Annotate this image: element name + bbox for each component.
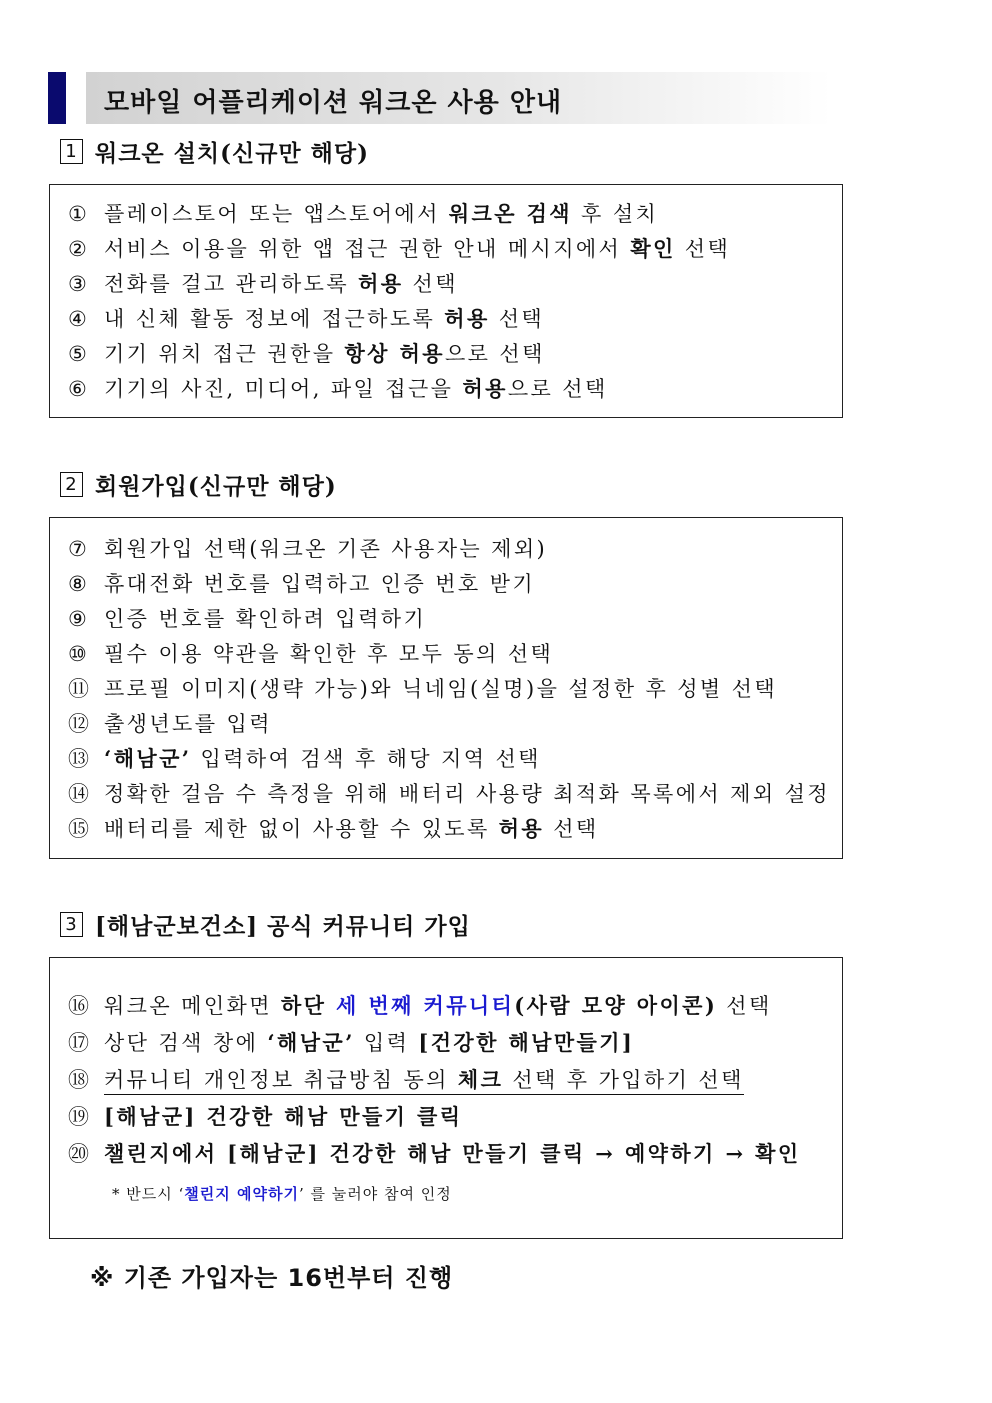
step-text-part: 휴대전화 번호를 입력하고 인증 번호 받기 [104, 572, 536, 596]
step-text-bold: 허용 [358, 271, 404, 296]
section-3-heading [60, 908, 471, 941]
step-text-part: 워크온 메인화면 [104, 994, 281, 1018]
step-number: ⑰ [68, 1031, 89, 1055]
step-9 [68, 603, 426, 633]
step-text-bold: 세 번째 커뮤니티 [336, 993, 515, 1018]
step-number: ③ [68, 272, 87, 296]
step-text [104, 307, 544, 331]
step-number: ⑮ [68, 817, 89, 841]
step-text-bold: ‘해남군’ [104, 746, 192, 771]
step-number: ⑳ [68, 1142, 89, 1166]
step-text-part: 으로 선택 [507, 377, 608, 401]
step-number: ⑨ [68, 607, 87, 631]
step-text-part: 후 설치 [571, 202, 659, 226]
step-number: ⑲ [68, 1105, 89, 1129]
step-text-bold: 허용 [462, 376, 508, 401]
challenge-note [112, 1183, 452, 1204]
section-1-heading [60, 135, 369, 168]
step-text-part: 커뮤니티 개인정보 취급방침 동의 [104, 1068, 458, 1092]
step-text [104, 377, 608, 401]
step-text [104, 712, 272, 736]
step-text-bold: [건강한 해남만들기] [418, 1030, 635, 1055]
step-text-bold: (사람 모양 아이콘) [514, 993, 718, 1018]
section-2-heading [60, 468, 337, 501]
step-2 [68, 233, 730, 263]
step-number: ⑦ [68, 537, 87, 561]
step-text-part: 입력하여 검색 후 해당 지역 선택 [191, 747, 541, 771]
step-1 [68, 198, 658, 228]
step-text [104, 1031, 634, 1055]
step-text-part: 선택 [489, 307, 545, 331]
step-text [104, 994, 772, 1018]
step-text-part: 내 신체 활동 정보에 접근하도록 [104, 307, 445, 331]
step-number: ④ [68, 307, 87, 331]
page-title: 모바일 어플리케이션 워크온 사용 안내 [104, 88, 563, 118]
step-text-bold: 허용 [444, 306, 490, 331]
section-3-number: 3 [60, 912, 83, 937]
step-text-part: 으로 선택 [444, 342, 545, 366]
step-text-bold: 체크 [457, 1067, 504, 1092]
step-text [104, 782, 830, 806]
step-number: ⑭ [68, 782, 89, 806]
step-4 [68, 303, 544, 333]
step-text [104, 342, 545, 366]
step-text-part: 기기 위치 접근 권한을 [104, 342, 345, 366]
step-17 [68, 1027, 634, 1057]
note-prefix: * 반드시 ‘ [112, 1185, 185, 1203]
step-text-bold: ‘해남군’ [267, 1030, 355, 1055]
step-text-part: 인증 번호를 확인하려 입력하기 [104, 607, 427, 631]
step-20 [68, 1138, 801, 1168]
step-text-part: 기기의 사진, 미디어, 파일 접근을 [104, 377, 463, 401]
step-18 [68, 1064, 744, 1094]
step-number: ① [68, 202, 87, 226]
step-text [104, 237, 730, 261]
step-text-part: 플레이스토어 또는 앱스토어에서 [104, 202, 449, 226]
step-3 [68, 268, 458, 298]
step-number: ⑩ [68, 642, 87, 666]
step-text-part: 선택 [403, 272, 458, 296]
step-number: ⑯ [68, 994, 89, 1018]
step-text-part: 서비스 이용을 위한 앱 접근 권한 안내 메시지에서 [104, 237, 631, 261]
step-number: ⑪ [68, 677, 89, 701]
title-accent-bar [48, 72, 66, 124]
step-text-part: 선택 [717, 994, 772, 1018]
step-text-bold: 하단 [280, 993, 337, 1018]
step-text-bold: 워크온 검색 [448, 201, 572, 226]
step-text-bold: 확인 [630, 236, 676, 261]
step-text [104, 572, 535, 596]
step-text [104, 817, 599, 841]
step-text [104, 1142, 801, 1166]
step-11 [68, 673, 777, 703]
step-text-part: 상단 검색 창에 [104, 1031, 268, 1055]
step-text-part: 프로필 이미지(생략 가능)와 닉네임(실명)을 설정한 후 성별 선택 [104, 677, 778, 701]
step-text-part: 선택 후 가입하기 선택 [503, 1068, 744, 1092]
step-text-part: 출생년도를 입력 [104, 712, 272, 736]
step-number: ⑤ [68, 342, 87, 366]
step-text [104, 537, 547, 561]
step-text [104, 272, 458, 296]
step-15 [68, 813, 599, 843]
section-1-title: 워크온 설치(신규만 해당) [95, 140, 369, 167]
step-text-part: 필수 이용 약관을 확인한 후 모두 동의 선택 [104, 642, 554, 666]
step-number: ⑬ [68, 747, 89, 771]
step-text-bold: 챌린지에서 [해남군] 건강한 해남 만들기 클릭 → 예약하기 → 확인 [104, 1141, 801, 1166]
step-12 [68, 708, 272, 738]
step-text [104, 202, 658, 226]
step-number: ⑥ [68, 377, 87, 401]
step-13 [68, 743, 541, 773]
step-text-bold: 항상 허용 [344, 341, 445, 366]
step-number: ⑱ [68, 1068, 89, 1092]
step-text-part: 배터리를 제한 없이 사용할 수 있도록 [104, 817, 499, 841]
step-text [104, 642, 553, 666]
step-text-part: 전화를 걸고 관리하도록 [104, 272, 359, 296]
step-text-part: 선택 [675, 237, 731, 261]
section-1-number: 1 [60, 139, 83, 164]
step-7 [68, 533, 547, 563]
step-19 [68, 1101, 462, 1131]
step-number: ⑧ [68, 572, 87, 596]
step-text-bold: [해남군] 건강한 해남 만들기 클릭 [104, 1104, 463, 1129]
section-3-title: [해남군보건소] 공식 커뮤니티 가입 [95, 913, 471, 940]
step-number: ⑫ [68, 712, 89, 736]
step-text [104, 677, 777, 701]
step-number: ② [68, 237, 87, 261]
step-text-part: 회원가입 선택(워크온 기존 사용자는 제외) [104, 537, 548, 561]
note-suffix: ’ 를 눌러야 참여 인정 [298, 1185, 452, 1203]
step-10 [68, 638, 553, 668]
note-highlight: 챌린지 예약하기 [184, 1185, 299, 1203]
step-14 [68, 778, 830, 808]
step-8 [68, 568, 535, 598]
step-text-part: 정확한 걸음 수 측정을 위해 배터리 사용량 최적화 목록에서 제외 설정 [104, 782, 830, 806]
step-6 [68, 373, 608, 403]
step-text-part: 선택 [544, 817, 599, 841]
step-5 [68, 338, 545, 368]
step-16 [68, 990, 772, 1020]
footer-notice: ※ 기존 가입자는 16번부터 진행 [90, 1264, 454, 1292]
step-text [104, 1105, 462, 1129]
step-text [104, 607, 426, 631]
step-text-part: 입력 [354, 1031, 419, 1055]
step-text [104, 1068, 744, 1095]
step-text-bold: 허용 [498, 816, 545, 841]
section-2-number: 2 [60, 472, 83, 497]
step-text [104, 747, 541, 771]
section-2-title: 회원가입(신규만 해당) [95, 473, 337, 500]
